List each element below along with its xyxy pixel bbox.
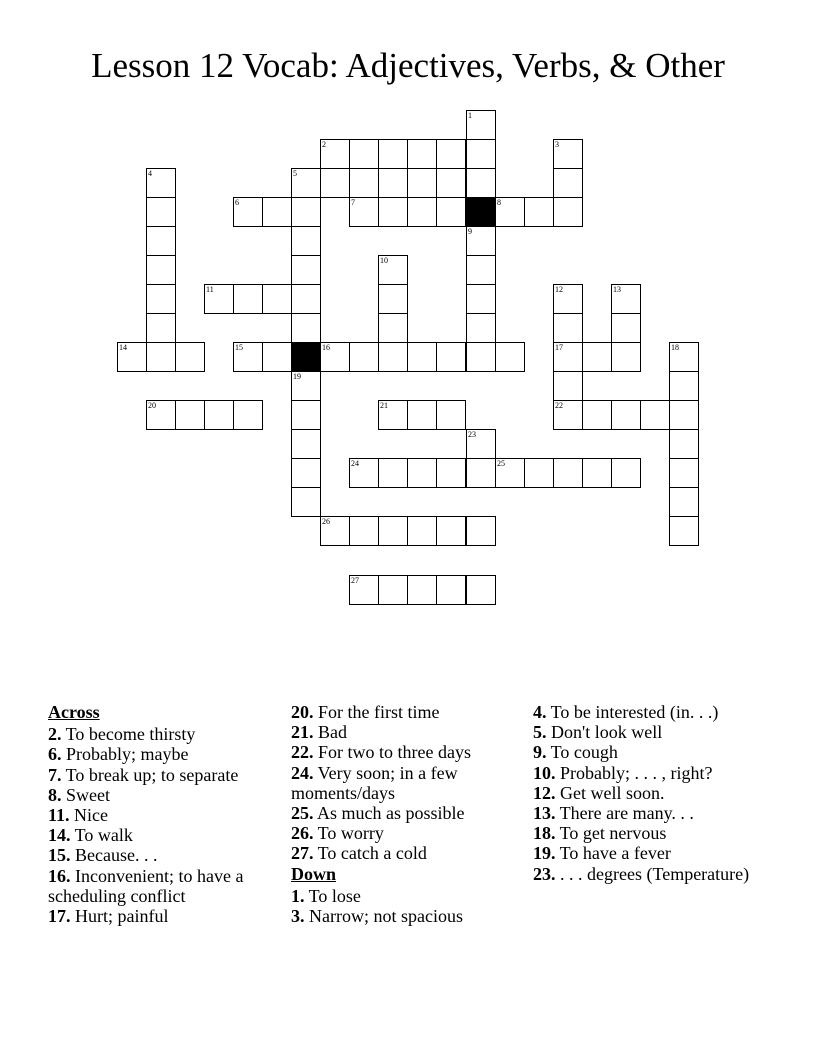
clue-text: There are many. . . <box>555 803 694 824</box>
clue-item <box>291 742 516 762</box>
crossword-cell[interactable] <box>669 371 699 401</box>
crossword-cell[interactable] <box>291 197 321 227</box>
clue-item <box>291 823 516 843</box>
clue-number-label: 7 <box>351 198 355 207</box>
clue-text: To cough <box>546 742 618 763</box>
crossword-cell[interactable] <box>669 342 699 372</box>
clue-text: Hurt; painful <box>70 906 169 927</box>
crossword-cell[interactable] <box>495 458 525 488</box>
crossword-cell[interactable] <box>407 458 437 488</box>
clue-number: 17. <box>48 906 71 927</box>
clue-text: Don't look well <box>546 722 663 743</box>
crossword-cell[interactable] <box>320 139 350 169</box>
clue-item <box>48 724 273 744</box>
crossword-cell[interactable] <box>466 516 496 546</box>
clue-text: For the first time <box>313 702 440 722</box>
crossword-cell[interactable] <box>466 255 496 285</box>
crossword-cell[interactable] <box>466 168 496 198</box>
clue-number: 16. <box>48 865 71 886</box>
crossword-cell[interactable] <box>466 575 496 605</box>
crossword-cell[interactable] <box>669 487 699 517</box>
crossword-cell[interactable] <box>291 255 321 285</box>
crossword-cell[interactable] <box>291 313 321 343</box>
clue-number: 15. <box>48 845 71 866</box>
crossword-cell[interactable] <box>233 342 263 372</box>
crossword-cell[interactable] <box>495 197 525 227</box>
clue-text: For two to three days <box>313 742 471 763</box>
clue-item <box>48 744 273 764</box>
clue-item <box>48 765 273 785</box>
clue-item <box>291 763 516 803</box>
crossword-cell[interactable] <box>436 168 466 198</box>
crossword-cell[interactable] <box>553 284 583 314</box>
crossword-cell[interactable] <box>669 429 699 459</box>
crossword-cell[interactable] <box>262 342 292 372</box>
clue-item <box>48 805 273 825</box>
clue-number-label: 11 <box>206 285 214 294</box>
clue-number-label: 24 <box>351 459 359 468</box>
clue-number-label: 6 <box>235 198 239 207</box>
crossword-cell[interactable] <box>146 197 176 227</box>
crossword-cell[interactable] <box>291 458 321 488</box>
clue-text: To have a fever <box>555 843 671 864</box>
crossword-cell[interactable] <box>436 197 466 227</box>
clue-item <box>533 823 758 843</box>
crossword-cell[interactable] <box>378 313 408 343</box>
clue-number-label: 9 <box>468 227 472 236</box>
crossword-cell[interactable] <box>553 400 583 430</box>
crossword-cell[interactable] <box>349 168 379 198</box>
crossword-cell[interactable] <box>378 575 408 605</box>
crossword-cell[interactable] <box>582 400 612 430</box>
clue-item <box>533 742 758 762</box>
clue-number: 10. <box>533 762 556 783</box>
crossword-cell[interactable] <box>262 284 292 314</box>
crossword-cell[interactable] <box>553 458 583 488</box>
crossword-cell[interactable] <box>146 226 176 256</box>
crossword-cell[interactable] <box>524 458 554 488</box>
crossword-cell[interactable] <box>582 342 612 372</box>
crossword-cell[interactable] <box>407 342 437 372</box>
clue-number: 19. <box>533 843 556 864</box>
page-title: Lesson 12 Vocab: Adjectives, Verbs, & Other <box>91 46 725 85</box>
crossword-cell[interactable] <box>146 255 176 285</box>
clue-text: To walk <box>70 825 133 846</box>
clue-number: 22. <box>291 742 314 763</box>
clue-number-label: 19 <box>293 372 301 381</box>
crossword-cell[interactable] <box>146 168 176 198</box>
crossword-cell[interactable] <box>466 313 496 343</box>
down-heading: Down <box>291 863 337 884</box>
crossword-cell[interactable] <box>407 197 437 227</box>
crossword-cell[interactable] <box>466 429 496 459</box>
clue-number-label: 14 <box>119 343 127 352</box>
clue-number-label: 15 <box>235 343 243 352</box>
crossword-cell[interactable] <box>204 284 234 314</box>
clue-number: 14. <box>48 825 71 846</box>
clue-text: As much as possible <box>313 803 465 824</box>
crossword-cell[interactable] <box>669 516 699 546</box>
clue-number: 20. <box>291 702 314 722</box>
clue-item <box>291 803 516 823</box>
crossword-cell[interactable] <box>640 400 670 430</box>
clue-text: Nice <box>69 805 108 826</box>
clue-text: To become thirsty <box>61 724 196 745</box>
crossword-cell[interactable] <box>524 197 554 227</box>
crossword-cell[interactable] <box>204 400 234 430</box>
crossword-cell[interactable] <box>466 284 496 314</box>
crossword-cell[interactable] <box>378 255 408 285</box>
clue-number-label: 16 <box>322 343 330 352</box>
clue-text: Probably; maybe <box>61 744 189 765</box>
clue-number: 2. <box>48 724 62 745</box>
clue-number-label: 26 <box>322 517 330 526</box>
clue-number: 23. <box>533 863 556 884</box>
clue-number: 9. <box>533 742 547 763</box>
clue-text: Because. . . <box>70 845 158 866</box>
clue-item <box>533 843 758 863</box>
crossword-cell[interactable] <box>378 197 408 227</box>
crossword-cell[interactable] <box>291 226 321 256</box>
clue-text: Bad <box>313 722 347 743</box>
clue-text: To lose <box>304 885 361 906</box>
clue-number-label: 25 <box>497 459 505 468</box>
crossword-cell[interactable] <box>669 400 699 430</box>
crossword-cell[interactable] <box>291 487 321 517</box>
crossword-cell[interactable] <box>553 139 583 169</box>
crossword-cell[interactable] <box>349 139 379 169</box>
clue-column-2 <box>291 702 516 926</box>
crossword-cell[interactable] <box>407 139 437 169</box>
crossword-cell[interactable] <box>407 516 437 546</box>
crossword-cell[interactable] <box>466 110 496 140</box>
clue-number: 18. <box>533 823 556 844</box>
crossword-cell[interactable] <box>320 168 350 198</box>
clue-number: 5. <box>533 722 547 743</box>
clue-number: 21. <box>291 722 314 743</box>
clue-number-label: 5 <box>293 169 297 178</box>
clue-number: 7. <box>48 764 62 785</box>
crossword-cell[interactable] <box>436 575 466 605</box>
crossword-cell[interactable] <box>175 400 205 430</box>
crossword-cell[interactable] <box>466 139 496 169</box>
clue-item <box>48 785 273 805</box>
clue-item <box>48 845 273 865</box>
clue-number-label: 13 <box>613 285 621 294</box>
crossword-cell[interactable] <box>407 400 437 430</box>
crossword-cell[interactable] <box>582 458 612 488</box>
crossword-cell[interactable] <box>291 429 321 459</box>
crossword-cell[interactable] <box>146 284 176 314</box>
clue-item <box>291 886 516 906</box>
clue-number-label: 18 <box>671 343 679 352</box>
clue-column-1 <box>48 702 273 926</box>
clue-number: 25. <box>291 803 314 824</box>
clue-text: To be interested (in. . .) <box>546 702 719 722</box>
crossword-cell[interactable] <box>175 342 205 372</box>
clue-number-label: 4 <box>148 169 152 178</box>
clue-item <box>533 763 758 783</box>
clue-item <box>291 843 516 863</box>
clue-item <box>533 722 758 742</box>
clue-number: 12. <box>533 782 556 803</box>
clue-number: 26. <box>291 823 314 844</box>
crossword-cell[interactable] <box>378 168 408 198</box>
crossword-cell[interactable] <box>320 516 350 546</box>
crossword-cell[interactable] <box>553 371 583 401</box>
black-square <box>291 342 321 372</box>
crossword-cell[interactable] <box>611 400 641 430</box>
clue-number-label: 2 <box>322 140 326 149</box>
clue-text: To break up; to separate <box>61 764 239 785</box>
crossword-cell[interactable] <box>291 168 321 198</box>
clue-text: To worry <box>313 823 384 844</box>
crossword-cell[interactable] <box>146 342 176 372</box>
crossword-cell[interactable] <box>349 458 379 488</box>
crossword-cell[interactable] <box>495 342 525 372</box>
clue-number-label: 3 <box>555 140 559 149</box>
crossword-cell[interactable] <box>349 575 379 605</box>
crossword-cell[interactable] <box>378 400 408 430</box>
clue-number-label: 27 <box>351 576 359 585</box>
clue-text: Get well soon. <box>555 782 665 803</box>
crossword-cell[interactable] <box>291 371 321 401</box>
crossword-cell[interactable] <box>378 342 408 372</box>
crossword-cell[interactable] <box>466 458 496 488</box>
clue-text: Probably; . . . , right? <box>555 762 713 783</box>
clue-text: Very soon; in a few moments/days <box>291 762 458 803</box>
crossword-cell[interactable] <box>378 516 408 546</box>
crossword-cell[interactable] <box>669 458 699 488</box>
crossword-cell[interactable] <box>436 342 466 372</box>
crossword-cell[interactable] <box>466 342 496 372</box>
clue-number-label: 8 <box>497 198 501 207</box>
crossword-cell[interactable] <box>436 516 466 546</box>
clue-item <box>533 783 758 803</box>
crossword-cell[interactable] <box>117 342 147 372</box>
crossword-cell[interactable] <box>611 342 641 372</box>
crossword-cell[interactable] <box>320 342 350 372</box>
clue-item <box>291 906 516 926</box>
clue-text: To catch a cold <box>313 843 427 864</box>
clue-item <box>291 722 516 742</box>
clue-number: 27. <box>291 843 314 864</box>
across-heading: Across <box>48 702 100 722</box>
clue-item <box>291 702 516 722</box>
clue-number-label: 22 <box>555 401 563 410</box>
clue-item <box>533 702 758 722</box>
clue-number: 13. <box>533 803 556 824</box>
crossword-cell[interactable] <box>553 168 583 198</box>
clue-item <box>533 803 758 823</box>
crossword-cell[interactable] <box>611 313 641 343</box>
clue-text: Narrow; not spacious <box>304 906 463 927</box>
crossword-cell[interactable] <box>407 575 437 605</box>
crossword-cell[interactable] <box>553 313 583 343</box>
crossword-cell[interactable] <box>436 139 466 169</box>
clue-number: 11. <box>48 805 70 826</box>
clue-text: . . . degrees (Temperature) <box>555 863 750 884</box>
clue-number: 8. <box>48 784 62 805</box>
crossword-cell[interactable] <box>553 197 583 227</box>
clue-text: To get nervous <box>555 823 667 844</box>
clue-item <box>48 825 273 845</box>
clue-number-label: 21 <box>380 401 388 410</box>
clue-number-label: 1 <box>468 111 472 120</box>
clue-number: 1. <box>291 885 305 906</box>
clue-number-label: 10 <box>380 256 388 265</box>
clue-number: 6. <box>48 744 62 765</box>
clue-number: 3. <box>291 906 305 927</box>
clue-text: Sweet <box>61 784 110 805</box>
clue-text: Inconvenient; to have a scheduling conflict <box>48 865 244 906</box>
crossword-cell[interactable] <box>349 342 379 372</box>
crossword-cell[interactable] <box>378 458 408 488</box>
crossword-cell[interactable] <box>349 516 379 546</box>
crossword-cell[interactable] <box>291 284 321 314</box>
clue-item <box>48 866 273 906</box>
crossword-cell[interactable] <box>378 139 408 169</box>
clue-number: 24. <box>291 762 314 783</box>
crossword-cell[interactable] <box>262 197 292 227</box>
clue-item <box>48 906 273 926</box>
clue-number-label: 20 <box>148 401 156 410</box>
crossword-cell[interactable] <box>611 284 641 314</box>
clue-item <box>533 864 758 884</box>
black-square <box>466 197 496 227</box>
clue-number-label: 17 <box>555 343 563 352</box>
crossword-cell[interactable] <box>466 226 496 256</box>
crossword-cell[interactable] <box>349 197 379 227</box>
clue-number-label: 12 <box>555 285 563 294</box>
crossword-cell[interactable] <box>436 458 466 488</box>
crossword-cell[interactable] <box>611 458 641 488</box>
crossword-cell[interactable] <box>553 342 583 372</box>
crossword-cell[interactable] <box>378 284 408 314</box>
clue-column-3 <box>533 702 758 884</box>
clue-number: 4. <box>533 702 547 722</box>
clue-number-label: 23 <box>468 430 476 439</box>
crossword-cell[interactable] <box>291 400 321 430</box>
crossword-cell[interactable] <box>407 168 437 198</box>
crossword-cell[interactable] <box>146 400 176 430</box>
crossword-cell[interactable] <box>146 313 176 343</box>
crossword-cell[interactable] <box>233 197 263 227</box>
crossword-cell[interactable] <box>233 284 263 314</box>
crossword-cell[interactable] <box>436 400 466 430</box>
crossword-cell[interactable] <box>233 400 263 430</box>
